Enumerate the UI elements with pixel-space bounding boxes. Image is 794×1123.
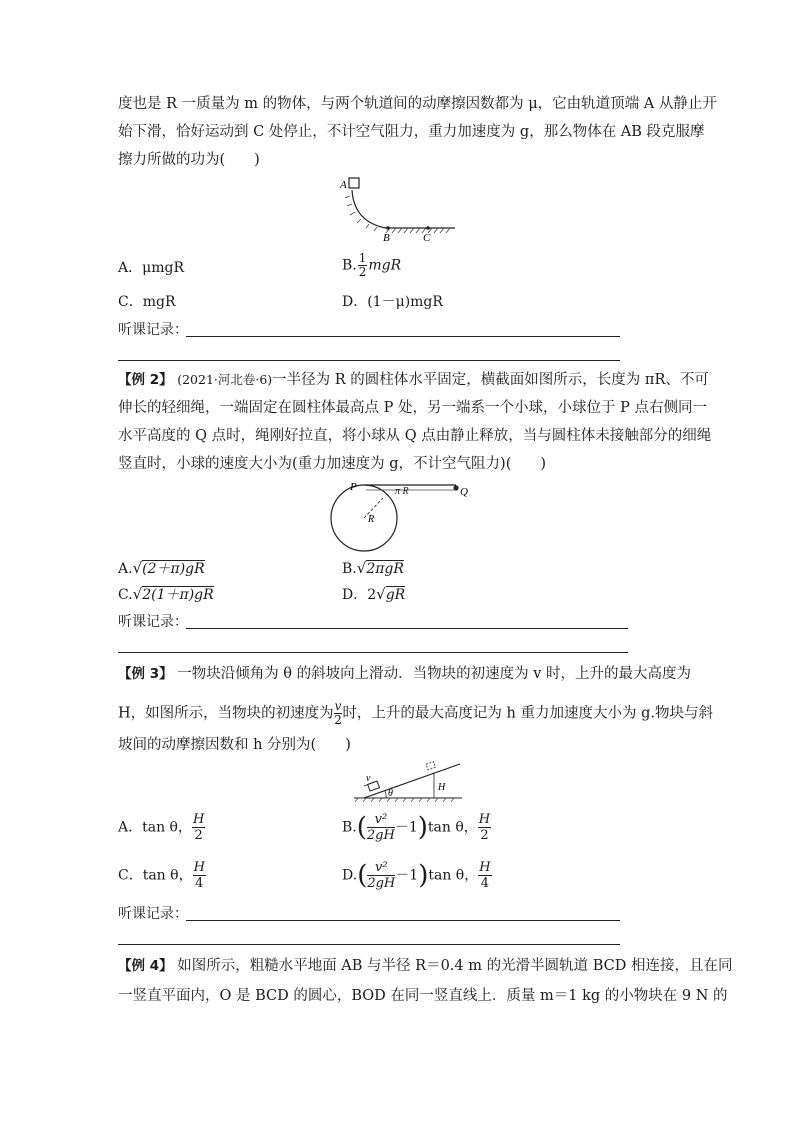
fraction bbox=[193, 860, 206, 891]
example-3-line-1 bbox=[118, 664, 691, 684]
example-tag: 【例 4】 bbox=[118, 958, 173, 974]
fraction bbox=[367, 812, 395, 843]
point-c bbox=[426, 226, 430, 230]
option-b-text: mgR bbox=[368, 257, 402, 274]
radicand: gR bbox=[385, 587, 406, 603]
example-2-line-1 bbox=[118, 370, 709, 390]
option-text: tan θ， bbox=[427, 819, 478, 836]
slope-line bbox=[364, 764, 460, 798]
denominator: 2gH bbox=[367, 876, 396, 891]
fraction bbox=[192, 812, 205, 843]
block-top-dashed bbox=[426, 762, 436, 770]
option-d: D．(1－μ)mgR bbox=[342, 294, 443, 310]
example-tag: 【例 2】 bbox=[118, 372, 173, 388]
question-text-line: 度也是 R 一质量为 m 的物体，与两个轨道间的动摩擦因数都为 μ，它由轨道顶端 A 从静止开 bbox=[118, 96, 717, 112]
option-label: A. bbox=[118, 561, 133, 577]
cylinder-figure bbox=[320, 476, 480, 554]
ex2-option-a: A.√(2＋π)gR bbox=[118, 559, 205, 577]
ex2-option-d: D．2√gR bbox=[342, 585, 406, 603]
radicand: (2＋π)gR bbox=[142, 561, 205, 577]
label-v: v bbox=[366, 773, 371, 784]
example-text: 一半径为 R 的圆柱体水平固定，横截面如图所示，长度为 πR、不可 bbox=[272, 372, 709, 388]
angle-arc bbox=[385, 791, 386, 798]
denominator: 2 bbox=[358, 265, 367, 279]
option-text: －1 bbox=[395, 867, 419, 884]
option-label: B. bbox=[342, 561, 357, 577]
example-source: (2021·河北卷·6) bbox=[177, 372, 273, 387]
radicand: 2πgR bbox=[366, 561, 404, 577]
denominator: 4 bbox=[195, 876, 204, 891]
radicand: 2(1＋π)gR bbox=[142, 587, 214, 603]
option-text: tan θ， bbox=[428, 867, 479, 884]
label-p: P bbox=[350, 481, 357, 493]
numerator: H bbox=[479, 860, 491, 875]
denominator: 2 bbox=[194, 828, 203, 843]
numerator: v² bbox=[367, 860, 395, 876]
option-text: A．tan θ， bbox=[118, 819, 192, 836]
record-label: 听课记录： bbox=[118, 614, 188, 630]
example-2-line-2: 伸长的轻细绳，一端固定在圆柱体最高点 P 处，另一端系一个小球，小球位于 P 点右侧同一 bbox=[118, 400, 707, 416]
point-b bbox=[386, 226, 390, 230]
example-3-line-2 bbox=[118, 700, 713, 727]
ground-hatch bbox=[355, 798, 454, 802]
fraction bbox=[478, 812, 491, 843]
fraction bbox=[367, 860, 395, 891]
option-label: B. bbox=[342, 819, 357, 836]
divider bbox=[118, 652, 628, 653]
option-text: －1 bbox=[394, 819, 418, 836]
numerator: H bbox=[193, 860, 205, 875]
denominator: 2gH bbox=[366, 828, 395, 843]
example-text: H，如图所示，当物块的初速度为 bbox=[118, 705, 334, 722]
example-2-line-4: 竖直时，小球的速度大小为(重力加速度为 g，不计空气阻力)( ) bbox=[118, 456, 547, 472]
ex2-option-c: C.√2(1＋π)gR bbox=[118, 585, 214, 603]
example-text: 如图所示，粗糙水平地面 AB 与半径 R＝0.4 m 的光滑半圆轨道 BCD 相连接，且在同 bbox=[177, 958, 733, 974]
numerator: v² bbox=[367, 812, 395, 828]
example-3-line-3: 坡间的动摩擦因数和 h 分别为( ) bbox=[118, 737, 351, 753]
ex3-option-b: B.( $\frac{\text{v²}}{2gH}$ －1)tan θ， $\frac{H}{2}$ bbox=[342, 812, 491, 843]
label-length: π R bbox=[395, 486, 409, 497]
label-q: Q bbox=[460, 486, 468, 498]
example-tag: 【例 3】 bbox=[118, 666, 173, 682]
option-b-label: B. bbox=[342, 257, 357, 274]
option-a: A．μmgR bbox=[118, 260, 184, 276]
label-b: B bbox=[383, 232, 390, 244]
divider bbox=[118, 944, 620, 945]
record-label: 听课记录： bbox=[118, 322, 188, 338]
block-shape bbox=[349, 178, 359, 188]
question-text-line: 始下滑，恰好运动到 C 处停止，不计空气阻力，重力加速度为 g，那么物体在 AB 段克服摩 bbox=[118, 124, 705, 140]
ex3-option-a bbox=[118, 812, 205, 843]
label-h: H bbox=[438, 782, 446, 793]
numerator: 1 bbox=[358, 251, 367, 265]
option-label: C. bbox=[118, 587, 133, 603]
example-4-line-1 bbox=[118, 956, 732, 976]
question-text-line: 擦力所做的功为( ) bbox=[118, 152, 260, 168]
fraction bbox=[478, 860, 491, 891]
ex3-option-c bbox=[118, 860, 206, 891]
record-label: 听课记录： bbox=[118, 906, 188, 922]
example-text: 一物块沿倾角为 θ 的斜坡向上滑动．当物块的初速度为 v 时，上升的最大高度为 bbox=[177, 666, 692, 682]
track-curve bbox=[352, 190, 455, 228]
denominator: 2 bbox=[334, 713, 342, 727]
label-theta: θ bbox=[388, 788, 393, 799]
option-b bbox=[342, 252, 401, 279]
option-text: C．tan θ， bbox=[118, 867, 193, 884]
ex2-option-b: B.√2πgR bbox=[342, 559, 404, 577]
option-label: D．2 bbox=[342, 587, 377, 603]
record-blank[interactable] bbox=[186, 628, 628, 629]
label-c: C bbox=[423, 232, 431, 244]
label-a: A bbox=[340, 179, 347, 191]
example-2-line-3: 水平高度的 Q 点时，绳刚好拉直，将小球从 Q 点由静止释放，当与圆柱体未接触部分的细绳 bbox=[118, 428, 712, 444]
denominator: 2 bbox=[480, 828, 489, 843]
slope-figure bbox=[350, 758, 470, 804]
numerator: H bbox=[478, 812, 491, 827]
label-r: R bbox=[368, 514, 375, 525]
option-c: C．mgR bbox=[118, 294, 176, 310]
numerator: v bbox=[334, 699, 342, 713]
example-4-line-2: 一竖直平面内，O 是 BCD 的圆心，BOD 在同一竖直线上．质量 m＝1 kg 的小物块在 9 N 的 bbox=[118, 988, 728, 1004]
numerator: H bbox=[192, 812, 205, 827]
record-blank[interactable] bbox=[186, 920, 620, 921]
denominator: 4 bbox=[480, 876, 490, 891]
divider bbox=[118, 360, 620, 361]
fraction bbox=[358, 252, 368, 279]
track-figure bbox=[330, 172, 460, 244]
option-label: D. bbox=[342, 867, 358, 884]
ex3-option-d: D.( $\frac{\text{v²}}{2gH}$ －1)tan θ， $\frac{H}{4}$ bbox=[342, 860, 491, 891]
record-blank[interactable] bbox=[186, 336, 620, 337]
example-text: 时，上升的最大高度记为 h 重力加速度大小为 g.物块与斜 bbox=[342, 705, 713, 722]
